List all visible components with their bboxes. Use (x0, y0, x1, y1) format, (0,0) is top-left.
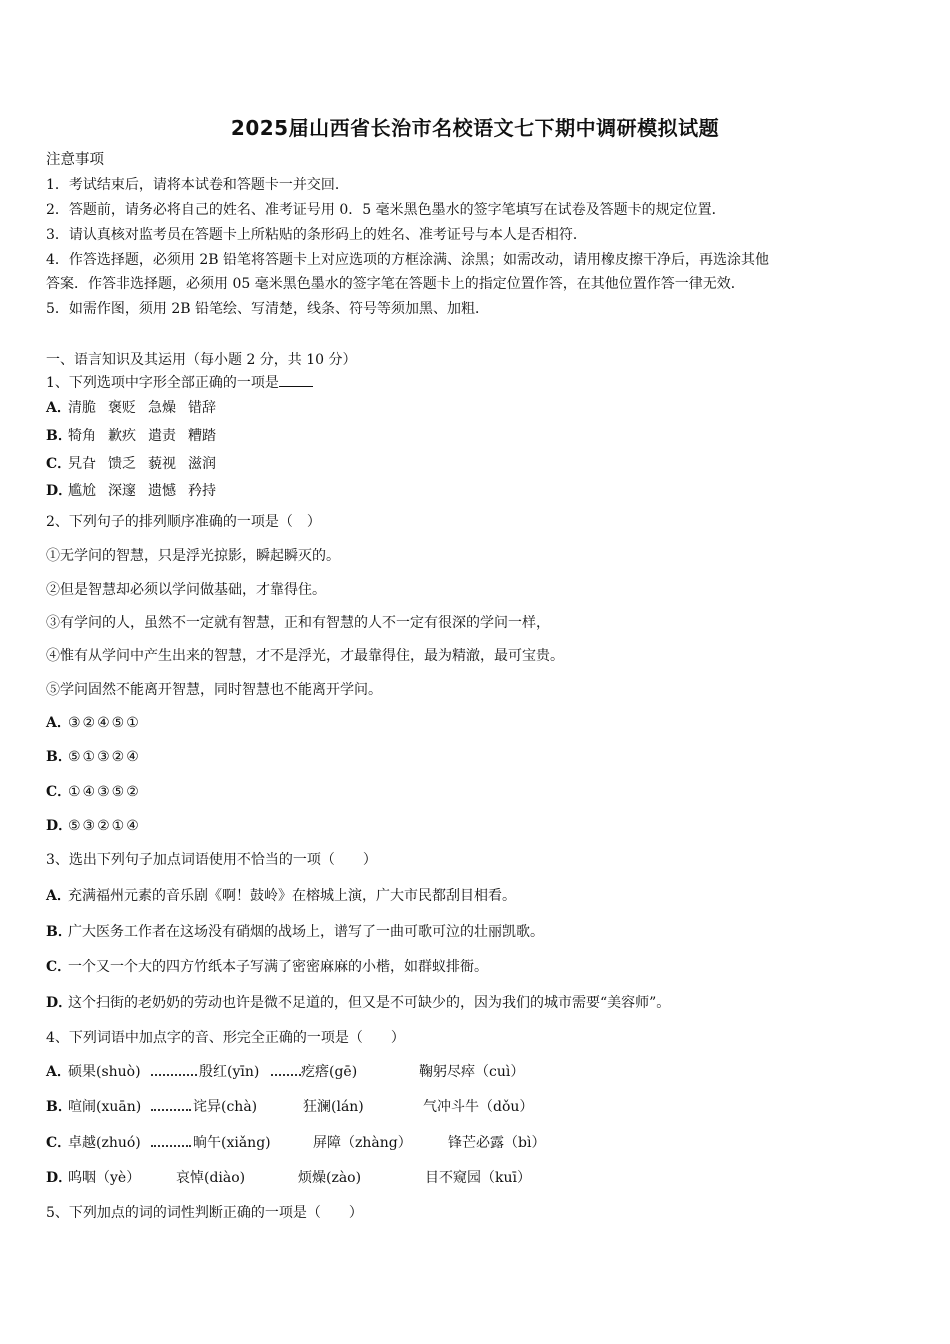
option-word: 糟踏 (188, 428, 216, 444)
question-2-stem: 2、下列句子的排列顺序准确的一项是（ ） (46, 514, 321, 530)
option-word: 急燥 (148, 400, 176, 416)
option-letter: B． (46, 1099, 72, 1115)
option-word: 遗憾 (148, 483, 176, 499)
answer-blank (279, 372, 313, 387)
q2-sentence: ②但是智慧却必须以学问做基础，才靠得住。 (46, 582, 326, 598)
option-letter: A． (46, 888, 71, 904)
emphasis-dots (151, 1099, 191, 1111)
option-word: 滋润 (188, 456, 216, 472)
notice-item: 4．作答选择题，必须用 2B 铅笔将答题卡上对应选项的方框涂满、涂黑；如需改动，请用橡皮擦干净后，再选涂其他 (46, 252, 769, 268)
option-word: 尴尬 (68, 483, 96, 499)
emphasis-dots (271, 1064, 301, 1076)
option-item: 疙瘩(gē) (301, 1064, 358, 1080)
option-letter: D． (46, 483, 73, 499)
q4-option-a (46, 1062, 904, 1082)
option-word: 馈乏 (108, 456, 136, 472)
q4-option-d (46, 1168, 904, 1188)
option-letter: C． (46, 784, 72, 800)
notice-item: 1．考试结束后，请将本试卷和答题卡一并交回． (46, 177, 349, 193)
option-letter: C． (46, 1135, 72, 1151)
option-text: ③②④⑤① (68, 715, 141, 731)
q3-option-b (46, 922, 904, 942)
q1-option-a (46, 398, 904, 418)
question-4-stem: 4、下列词语中加点字的音、形完全正确的一项是（ ） (46, 1030, 405, 1046)
option-letter: D． (46, 995, 73, 1011)
option-word: 褒贬 (108, 400, 136, 416)
option-item: 卓越(zhuó) (68, 1135, 141, 1151)
q2-option-d (46, 816, 904, 836)
notice-heading: 注意事项 (46, 152, 104, 168)
option-letter: A． (46, 715, 71, 731)
q3-option-a (46, 886, 904, 906)
page-title: 2025届山西省长治市名校语文七下期中调研模拟试题 (230, 116, 720, 140)
q4-option-c (46, 1133, 904, 1153)
option-text: 广大医务工作者在这场没有硝烟的战场上，谱写了一曲可歌可泣的壮丽凯歌。 (68, 924, 544, 940)
option-item: 锋芒必露（bì） (448, 1135, 546, 1151)
q2-sentence: ①无学问的智慧，只是浮光掠影，瞬起瞬灭的。 (46, 548, 340, 564)
option-word: 藐视 (148, 456, 176, 472)
q3-option-c (46, 957, 904, 977)
option-word: 矜持 (188, 483, 216, 499)
q2-option-b (46, 747, 904, 767)
option-word: 旯旮 (68, 456, 96, 472)
option-text: 这个扫街的老奶奶的劳动也许是微不足道的，但又是不可缺少的，因为我们的城市需要“美容师”。 (68, 995, 671, 1011)
notice-item: 2．答题前，请务必将自己的姓名、准考证号用 0．5 毫米黑色墨水的签字笔填写在试卷及答题卡的规定位置． (46, 202, 726, 218)
option-item: 狂澜(lán) (303, 1099, 364, 1115)
q2-option-a (46, 713, 904, 733)
q2-sentence: ⑤学问固然不能离开智慧，同时智慧也不能离开学问。 (46, 682, 382, 698)
q1-option-b (46, 426, 904, 446)
option-text: 一个又一个大的四方竹纸本子写满了密密麻麻的小楷，如群蚁排衙。 (68, 959, 488, 975)
section-heading: 一、语言知识及其运用（每小题 2 分，共 10 分） (46, 352, 357, 368)
option-item: 喧闹(xuān) (68, 1099, 142, 1115)
option-text: ①④③⑤② (68, 784, 141, 800)
option-text: ⑤①③②④ (68, 749, 141, 765)
option-letter: A． (46, 400, 71, 416)
option-letter: D． (46, 818, 73, 834)
option-word: 深邃 (108, 483, 136, 499)
q1-option-c (46, 454, 904, 474)
q3-option-d (46, 993, 904, 1013)
emphasis-dots (151, 1135, 191, 1147)
option-letter: B． (46, 924, 72, 940)
notice-item: 5．如需作图，须用 2B 铅笔绘、写清楚，线条、符号等须加黑、加粗． (46, 301, 490, 317)
option-word: 犄角 (68, 428, 96, 444)
option-letter: A． (46, 1064, 71, 1080)
option-letter: B． (46, 428, 72, 444)
q2-option-c (46, 782, 904, 802)
question-5-stem: 5、下列加点的词的词性判断正确的一项是（ ） (46, 1205, 363, 1221)
option-item: 诧异(chà) (193, 1099, 258, 1115)
option-word: 遣责 (148, 428, 176, 444)
option-text: ⑤③②①④ (68, 818, 141, 834)
option-letter: B． (46, 749, 72, 765)
question-3-stem: 3、选出下列句子加点词语使用不恰当的一项（ ） (46, 852, 377, 868)
q2-sentence: ④惟有从学问中产生出来的智慧，才不是浮光，才最靠得住，最为精澈，最可宝贵。 (46, 648, 564, 664)
option-letter: D． (46, 1170, 73, 1186)
q2-sentence: ③有学问的人，虽然不一定就有智慧，正和有智慧的人不一定有很深的学问一样， (46, 615, 550, 631)
option-item: 殷红(yīn) (199, 1064, 260, 1080)
option-item: 晌午(xiǎng) (193, 1135, 271, 1151)
option-item: 鞠躬尽瘁（cuì） (419, 1064, 525, 1080)
emphasis-dots (151, 1064, 197, 1076)
option-item: 呜咽（yè） (68, 1170, 141, 1186)
option-word: 错辞 (188, 400, 216, 416)
question-stem-text: 1、下列选项中字形全部正确的一项是 (46, 375, 279, 391)
option-word: 歉疚 (108, 428, 136, 444)
option-letter: C． (46, 456, 72, 472)
option-item: 气冲斗牛（dǒu） (423, 1099, 534, 1115)
option-item: 硕果(shuò) (68, 1064, 141, 1080)
option-item: 烦燥(zào) (298, 1170, 362, 1186)
question-1-stem (46, 372, 904, 393)
notice-item: 答案．作答非选择题，必须用 05 毫米黑色墨水的签字笔在答题卡上的指定位置作答，在其他位置作答一律无效． (46, 276, 745, 292)
option-item: 屏障（zhàng） (313, 1135, 412, 1151)
option-item: 目不窥园（kuī） (425, 1170, 531, 1186)
q4-option-b (46, 1097, 904, 1117)
option-letter: C． (46, 959, 72, 975)
q1-option-d (46, 481, 904, 501)
option-word: 清脆 (68, 400, 96, 416)
option-text: 充满福州元素的音乐剧《啊！鼓岭》在榕城上演，广大市民都刮目相看。 (68, 888, 516, 904)
option-item: 哀悼(diào) (176, 1170, 246, 1186)
notice-item: 3．请认真核对监考员在答题卡上所粘贴的条形码上的姓名、准考证号与本人是否相符． (46, 227, 587, 243)
